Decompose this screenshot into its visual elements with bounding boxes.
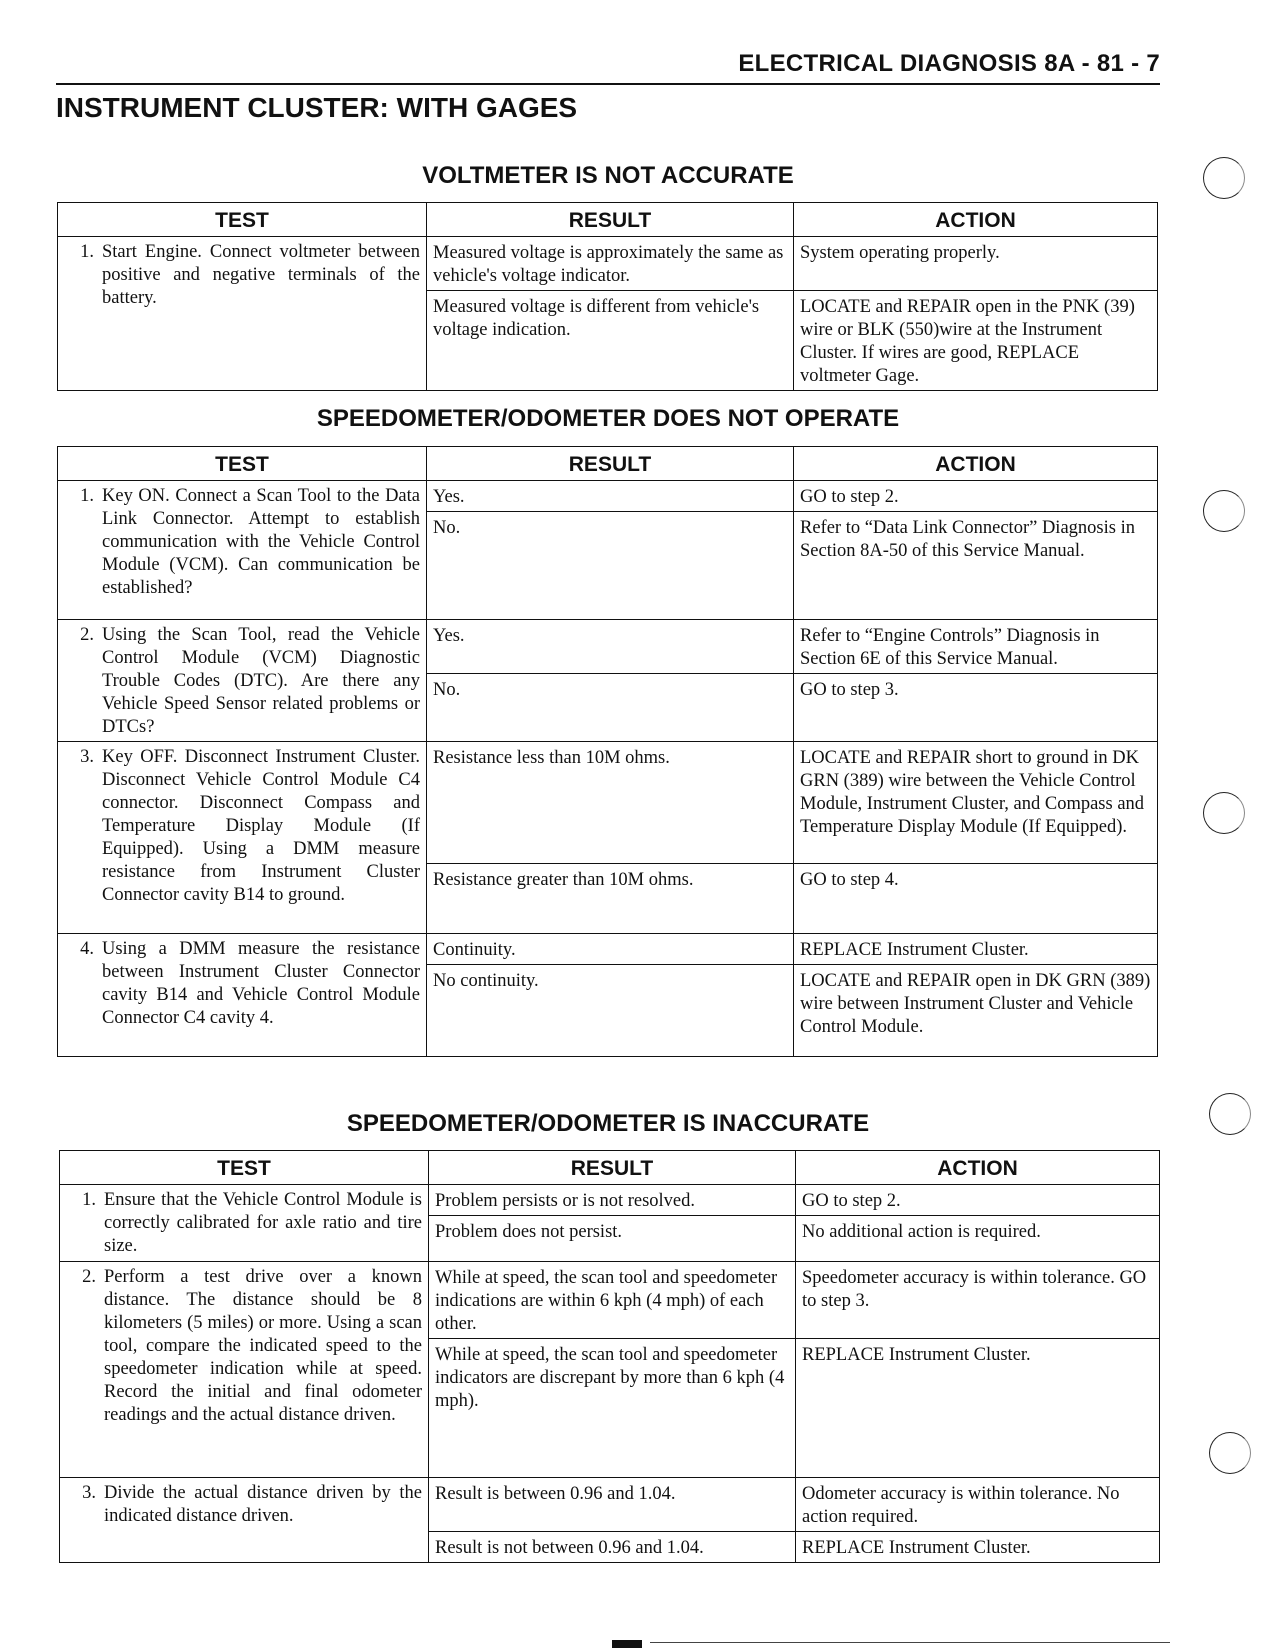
footer-mark	[612, 1640, 642, 1648]
test-text: Using a DMM measure the resistance between Instrument Cluster Connector cavity B14 and Vehicle Control Module Connector C4 cavity 4.	[102, 939, 420, 1028]
column-header-result: RESULT	[427, 447, 794, 481]
action-cell: REPLACE Instrument Cluster.	[796, 1532, 1160, 1563]
binder-hole	[1209, 1093, 1251, 1135]
column-header-action: ACTION	[794, 447, 1158, 481]
action-cell: LOCATE and REPAIR open in DK GRN (389) wire between Instrument Cluster and Vehicle Control Module.	[794, 965, 1158, 1057]
step-number: 2.	[80, 625, 94, 645]
table-row	[58, 481, 1158, 512]
action-cell: Speedometer accuracy is within tolerance. GO to step 3.	[796, 1262, 1160, 1339]
binder-hole	[1203, 157, 1245, 199]
test-cell	[58, 237, 427, 391]
binder-hole	[1209, 1432, 1251, 1474]
test-text: Perform a test drive over a known distance. The distance should be 8 kilometers (5 miles) or more. Using a scan tool, compare the indicated speed to the speedometer indication while at speed. Record the initial and final odometer readings and the actual distance driven.	[104, 1267, 422, 1425]
column-header-action: ACTION	[794, 203, 1158, 237]
action-cell: System operating properly.	[794, 237, 1158, 291]
result-cell: No.	[427, 674, 794, 742]
result-cell: Resistance less than 10M ohms.	[427, 742, 794, 864]
test-cell	[58, 742, 427, 934]
result-cell: No.	[427, 512, 794, 620]
test-text: Using the Scan Tool, read the Vehicle Control Module (VCM) Diagnostic Trouble Codes (DTC). Are there any Vehicle Speed Sensor related problems or DTCs?	[102, 625, 420, 737]
test-cell	[60, 1478, 429, 1563]
test-cell	[58, 481, 427, 620]
result-cell: Result is not between 0.96 and 1.04.	[429, 1532, 796, 1563]
result-cell: Yes.	[427, 620, 794, 674]
speedometer-inaccurate-table	[59, 1150, 1160, 1563]
table-row	[58, 742, 1158, 864]
test-cell	[58, 934, 427, 1057]
result-cell: Problem does not persist.	[429, 1216, 796, 1262]
page-title: INSTRUMENT CLUSTER: WITH GAGES	[56, 92, 578, 123]
action-cell: No additional action is required.	[796, 1216, 1160, 1262]
table-row	[58, 934, 1158, 965]
result-cell: While at speed, the scan tool and speedometer indications are within 6 kph (4 mph) of each other.	[429, 1262, 796, 1339]
result-cell: Yes.	[427, 481, 794, 512]
table-row	[60, 1478, 1160, 1532]
binder-hole	[1203, 792, 1245, 834]
table-row	[60, 1185, 1160, 1216]
table-title-speedometer-not-operate: SPEEDOMETER/ODOMETER DOES NOT OPERATE	[316, 405, 900, 432]
column-header-result: RESULT	[427, 203, 794, 237]
test-text: Ensure that the Vehicle Control Module is correctly calibrated for axle ratio and tire size.	[104, 1190, 422, 1256]
result-cell: No continuity.	[427, 965, 794, 1057]
test-text: Divide the actual distance driven by the indicated distance driven.	[104, 1483, 422, 1526]
result-cell: Problem persists or is not resolved.	[429, 1185, 796, 1216]
speedometer-not-operate-table	[57, 446, 1158, 1057]
step-number: 1.	[80, 242, 94, 262]
action-cell: REPLACE Instrument Cluster.	[796, 1339, 1160, 1478]
column-header-test: TEST	[60, 1151, 429, 1185]
action-cell: GO to step 2.	[794, 481, 1158, 512]
voltmeter-table	[57, 202, 1158, 391]
result-cell: Resistance greater than 10M ohms.	[427, 864, 794, 934]
column-header-action: ACTION	[796, 1151, 1160, 1185]
step-number: 1.	[80, 486, 94, 506]
column-header-test: TEST	[58, 203, 427, 237]
test-cell	[58, 620, 427, 742]
action-cell: REPLACE Instrument Cluster.	[794, 934, 1158, 965]
result-cell: While at speed, the scan tool and speedometer indicators are discrepant by more than 6 kph (4 mph).	[429, 1339, 796, 1478]
section-header: ELECTRICAL DIAGNOSIS 8A - 81 - 7	[738, 50, 1160, 77]
test-text: Key OFF. Disconnect Instrument Cluster. Disconnect Vehicle Control Module C4 connector. Disconnect Compass and Temperature Display Module (If Equipped). Using a DMM measure resistance from Instrument Cluster Connector cavity B14 to ground.	[102, 747, 420, 905]
binder-hole	[1203, 490, 1245, 532]
result-cell: Continuity.	[427, 934, 794, 965]
column-header-result: RESULT	[429, 1151, 796, 1185]
action-cell: GO to step 4.	[794, 864, 1158, 934]
table-row	[60, 1262, 1160, 1339]
table-title-speedometer-inaccurate: SPEEDOMETER/ODOMETER IS INACCURATE	[346, 1110, 870, 1137]
step-number: 3.	[80, 747, 94, 767]
action-cell: Odometer accuracy is within tolerance. No action required.	[796, 1478, 1160, 1532]
table-title-voltmeter: VOLTMETER IS NOT ACCURATE	[422, 162, 794, 189]
action-cell: GO to step 2.	[796, 1185, 1160, 1216]
footer-rule	[650, 1642, 1170, 1643]
table-row	[58, 237, 1158, 291]
test-text: Key ON. Connect a Scan Tool to the Data Link Connector. Attempt to establish communication with the Vehicle Control Module (VCM). Can communication be established?	[102, 486, 420, 598]
result-cell: Result is between 0.96 and 1.04.	[429, 1478, 796, 1532]
step-number: 2.	[82, 1267, 96, 1287]
test-cell	[60, 1185, 429, 1262]
test-text: Start Engine. Connect voltmeter between positive and negative terminals of the battery.	[102, 242, 420, 308]
step-number: 4.	[80, 939, 94, 959]
column-header-test: TEST	[58, 447, 427, 481]
action-cell: GO to step 3.	[794, 674, 1158, 742]
header-rule	[56, 83, 1160, 85]
result-cell: Measured voltage is approximately the same as vehicle's voltage indicator.	[427, 237, 794, 291]
action-cell: Refer to “Engine Controls” Diagnosis in Section 6E of this Service Manual.	[794, 620, 1158, 674]
step-number: 3.	[82, 1483, 96, 1503]
action-cell: Refer to “Data Link Connector” Diagnosis in Section 8A-50 of this Service Manual.	[794, 512, 1158, 620]
step-number: 1.	[82, 1190, 96, 1210]
table-row	[58, 620, 1158, 674]
result-cell: Measured voltage is different from vehicle's voltage indication.	[427, 291, 794, 391]
action-cell: LOCATE and REPAIR short to ground in DK GRN (389) wire between the Vehicle Control Module, Instrument Cluster, and Compass and Temperature Display Module (If Equipped).	[794, 742, 1158, 864]
test-cell	[60, 1262, 429, 1478]
action-cell: LOCATE and REPAIR open in the PNK (39) wire or BLK (550)wire at the Instrument Cluster. If wires are good, REPLACE voltmeter Gage.	[794, 291, 1158, 391]
